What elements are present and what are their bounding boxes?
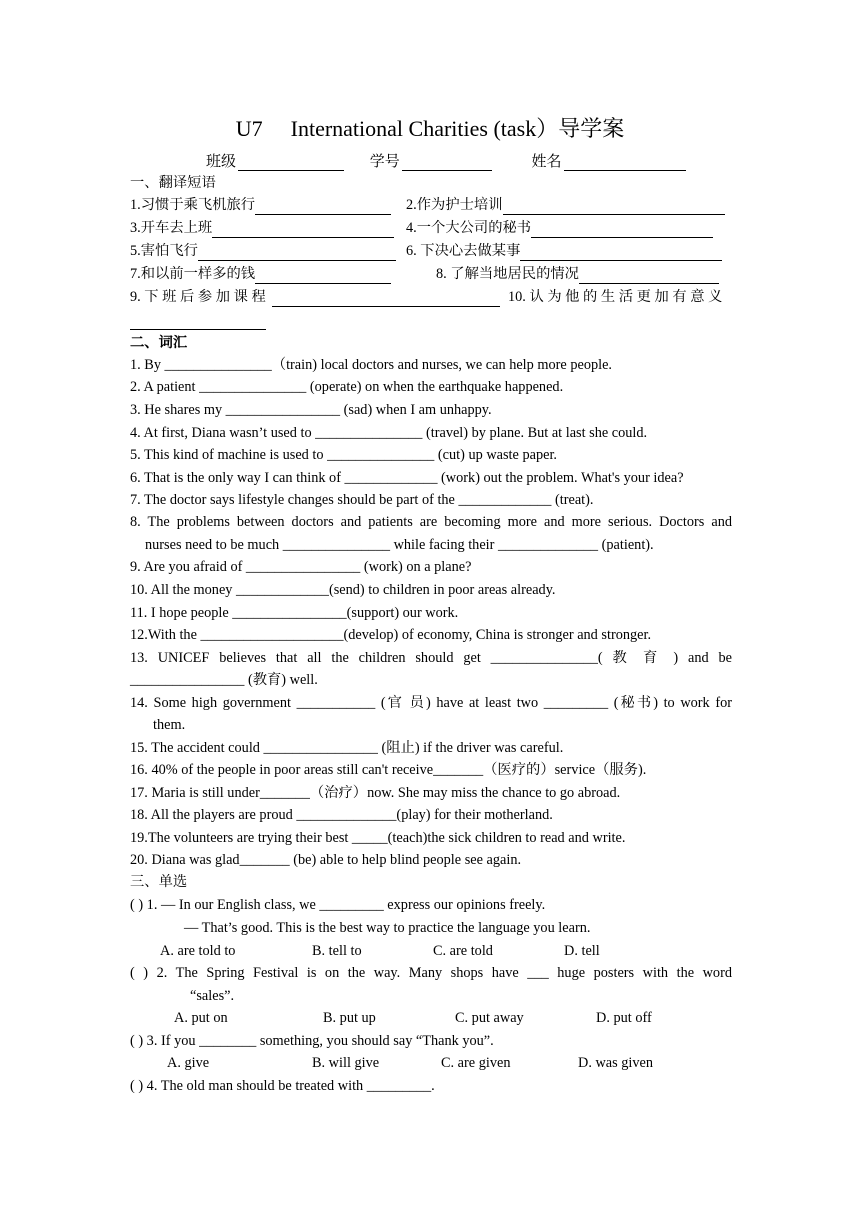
class-label: 班级 bbox=[206, 154, 237, 170]
vocab-item: 6. That is the only way I can think of _____________ (work) out the problem. What's your idea? bbox=[130, 470, 684, 486]
title-text: International Charities (task）导学案 bbox=[290, 116, 625, 141]
option-b[interactable]: B. will give bbox=[312, 1055, 380, 1071]
option-b[interactable]: B. tell to bbox=[312, 943, 362, 959]
vocab-item: 8. The problems between doctors and patients are becoming more and more serious. Doctors and bbox=[130, 514, 732, 530]
vocab-item: 17. Maria is still under_______（治疗）now. She may miss the chance to go abroad. bbox=[130, 785, 621, 801]
section1-heading: 一、翻译短语 bbox=[130, 175, 216, 191]
option-c[interactable]: C. are given bbox=[441, 1055, 511, 1071]
section2-heading: 二、词汇 bbox=[130, 335, 188, 351]
translate-item: 5.害怕飞行 bbox=[130, 241, 396, 261]
option-d[interactable]: D. tell bbox=[564, 943, 600, 959]
option-a[interactable]: A. put on bbox=[174, 1010, 228, 1026]
student-info-row bbox=[206, 150, 686, 171]
mc-question-4: ( ) 4. The old man should be treated with _________. bbox=[130, 1078, 435, 1094]
translate-item: 2.作为护士培训 bbox=[406, 195, 725, 215]
vocab-item: 2. A patient _______________ (operate) on when the earthquake happened. bbox=[130, 379, 564, 395]
name-label: 姓名 bbox=[531, 154, 562, 170]
translate-item: 7.和以前一样多的钱 bbox=[130, 264, 391, 284]
vocab-item: 16. 40% of the people in poor areas still can't receive_______（医疗的）service（服务). bbox=[130, 762, 647, 778]
vocab-item: 15. The accident could ________________ (阻止) if the driver was careful. bbox=[130, 740, 564, 756]
translate-item: 3.开车去上班 bbox=[130, 218, 394, 238]
name-blank[interactable] bbox=[564, 155, 686, 171]
option-c[interactable]: C. are told bbox=[433, 943, 493, 959]
vocab-item: 4. At first, Diana wasn’t used to _______________ (travel) by plane. But at last she could. bbox=[130, 425, 648, 441]
vocab-item: 10. All the money _____________(send) to children in poor areas already. bbox=[130, 582, 556, 598]
translate-item: 10. 认 为 他 的 生 活 更 加 有 意 义 bbox=[508, 289, 723, 305]
option-d[interactable]: D. was given bbox=[578, 1055, 654, 1071]
vocab-item: 20. Diana was glad_______ (be) able to help blind people see again. bbox=[130, 852, 522, 868]
worksheet-title bbox=[0, 112, 860, 143]
number-blank[interactable] bbox=[402, 155, 492, 171]
mc-question-2-options bbox=[130, 1008, 732, 1028]
translate-item: 6. 下决心去做某事 bbox=[406, 241, 722, 261]
vocab-item-continuation: them. bbox=[153, 717, 186, 733]
option-c[interactable]: C. put away bbox=[455, 1010, 524, 1026]
mc-question-1-reply: — That’s good. This is the best way to practice the language you learn. bbox=[184, 920, 591, 936]
vocab-item-continuation: nurses need to be much _______________ while facing their ______________ (patient). bbox=[145, 537, 654, 553]
mc-question-3-options bbox=[130, 1053, 732, 1073]
vocab-item: 13. UNICEF believes that all the children should get _______________( 教 育 ) and be bbox=[130, 650, 732, 666]
mc-question-1: ( ) 1. — In our English class, we _________ express our opinions freely. bbox=[130, 897, 546, 913]
option-d[interactable]: D. put off bbox=[596, 1010, 652, 1026]
mc-question-1-options bbox=[130, 941, 732, 961]
vocab-item: 7. The doctor says lifestyle changes should be part of the _____________ (treat). bbox=[130, 492, 594, 508]
section3-heading: 三、单选 bbox=[130, 874, 188, 890]
vocab-item: 3. He shares my ________________ (sad) when I am unhappy. bbox=[130, 402, 492, 418]
vocab-item: 11. I hope people ________________(support) our work. bbox=[130, 605, 459, 621]
option-a[interactable]: A. give bbox=[167, 1055, 210, 1071]
mc-question-2: ( ) 2. The Spring Festival is on the way. Many shops have ___ huge posters with the word bbox=[130, 965, 732, 981]
translate-item: 4.一个大公司的秘书 bbox=[406, 218, 713, 238]
translate-item: 9. 下 班 后 参 加 课 程 bbox=[130, 287, 500, 307]
vocab-item: 12.With the ____________________(develop) of economy, China is stronger and stronger. bbox=[130, 627, 652, 643]
mc-question-3: ( ) 3. If you ________ something, you should say “Thank you”. bbox=[130, 1033, 494, 1049]
vocab-item-continuation: ________________ (教育) well. bbox=[130, 672, 318, 688]
class-blank[interactable] bbox=[238, 155, 344, 171]
option-b[interactable]: B. put up bbox=[323, 1010, 376, 1026]
vocab-item: 1. By _______________（train) local doctors and nurses, we can help more people. bbox=[130, 357, 613, 373]
mc-question-2-continuation: “sales”. bbox=[190, 988, 235, 1004]
translate-item: 8. 了解当地居民的情况 bbox=[436, 264, 719, 284]
translate-item: 1.习惯于乘飞机旅行 bbox=[130, 195, 391, 215]
translate-row-continuation bbox=[130, 310, 732, 330]
vocab-item: 19.The volunteers are trying their best _____(teach)the sick children to read and write. bbox=[130, 830, 626, 846]
number-label: 学号 bbox=[369, 154, 400, 170]
vocab-item: 14. Some high government ___________ (官 员) have at least two _________ (秘书) to work for bbox=[130, 695, 732, 711]
vocab-item: 5. This kind of machine is used to _______________ (cut) up waste paper. bbox=[130, 447, 557, 463]
option-a[interactable]: A. are told to bbox=[160, 943, 236, 959]
vocab-item: 18. All the players are proud ______________(play) for their motherland. bbox=[130, 807, 553, 823]
vocab-item: 9. Are you afraid of ________________ (work) on a plane? bbox=[130, 559, 472, 575]
title-unit: U7 bbox=[235, 116, 263, 141]
